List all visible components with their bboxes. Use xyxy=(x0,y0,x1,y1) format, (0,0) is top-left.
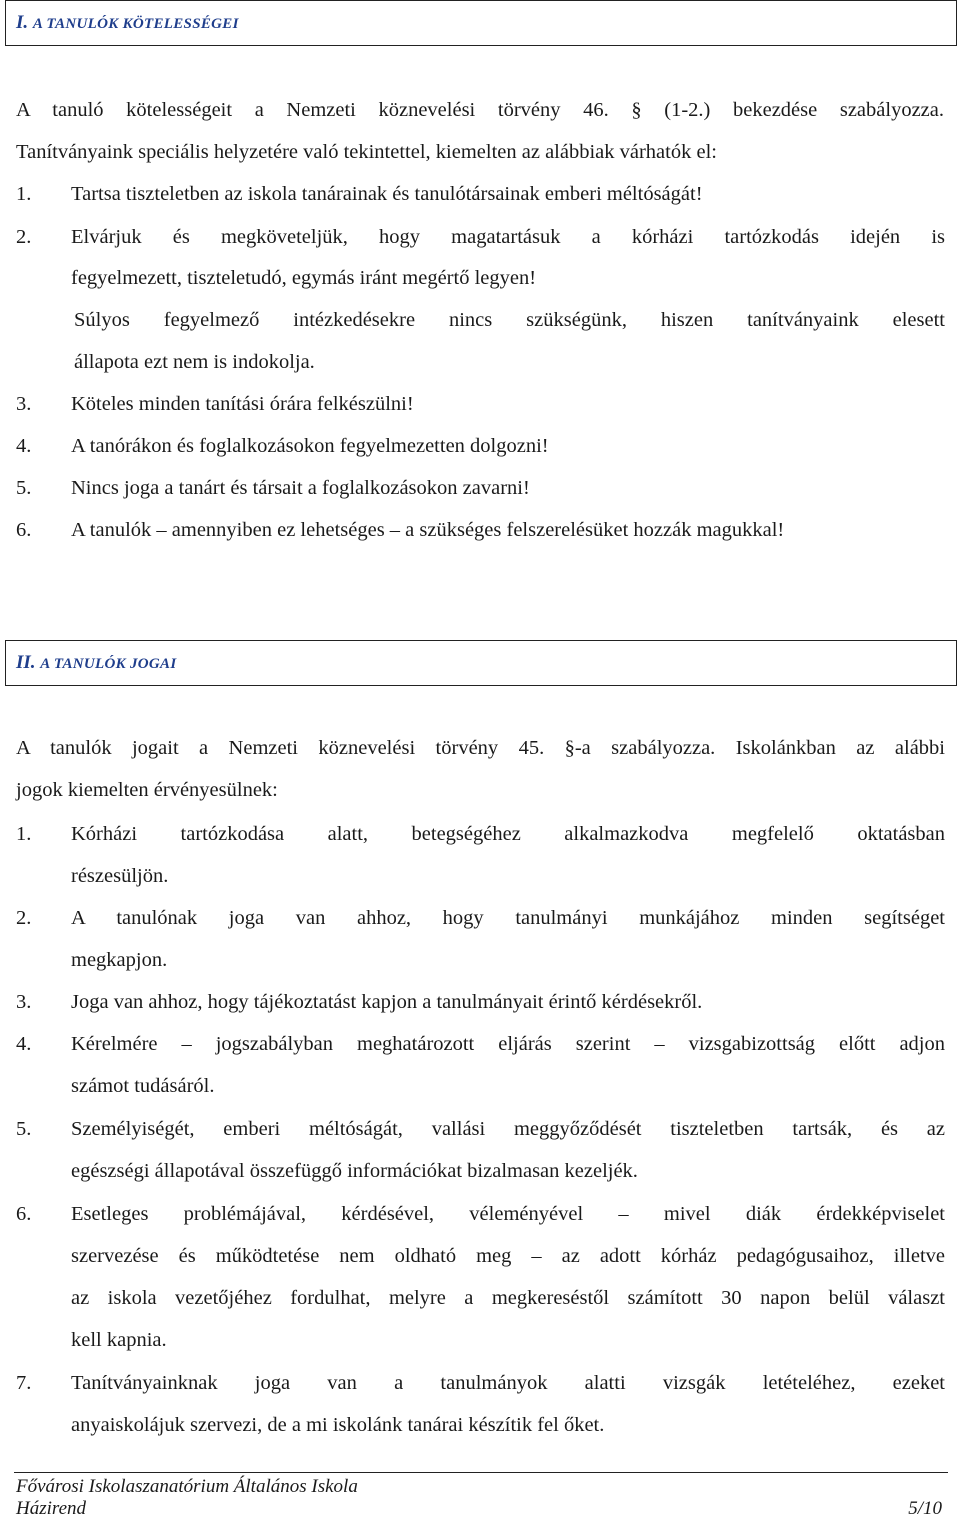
s2-item-7-line-1: Tanítványainknak joga van a tanulmányok alatti vizsgák letételéhez, ezeket xyxy=(71,1372,945,1394)
s2-item-7-number: 7. xyxy=(16,1372,32,1394)
s2-item-6-number: 6. xyxy=(16,1203,32,1225)
s1-item-6-number: 6. xyxy=(16,519,32,541)
s2-item-1-line-2: részesüljön. xyxy=(71,865,169,887)
footer-document-name: Házirend xyxy=(16,1498,87,1519)
s1-item-1-line-1: Tartsa tiszteletben az iskola tanárainak és tanulótársainak emberi méltóságát! xyxy=(71,183,703,205)
s2-item-2-number: 2. xyxy=(16,907,32,929)
footer-page-number: 5/10 xyxy=(908,1498,942,1519)
section-2-intro-line-2: jogok kiemelten érvényesülnek: xyxy=(16,779,278,801)
footer-school-name: Fővárosi Iskolaszanatórium Általános Iskola xyxy=(16,1476,358,1497)
s1-note-line-1: Súlyos fegyelmező intézkedésekre nincs szükségünk, hiszen tanítványaink elesett xyxy=(74,309,945,331)
s1-item-1-number: 1. xyxy=(16,183,32,205)
s2-item-6-line-1: Esetleges problémájával, kérdésével, véleményével – mivel diák érdekképviselet xyxy=(71,1203,945,1225)
s1-item-6-line-1: A tanulók – amennyiben ez lehetséges – a szükséges felszerelésüket hozzák magukkal! xyxy=(71,519,785,541)
s2-item-2-line-1: A tanulónak joga van ahhoz, hogy tanulmányi munkájához minden segítséget xyxy=(71,907,945,929)
s2-item-3-number: 3. xyxy=(16,991,32,1013)
s1-item-5-line-1: Nincs joga a tanárt és társait a foglalkozásokon zavarni! xyxy=(71,477,530,499)
section-2-title: II. A TANULÓK JOGAI xyxy=(16,652,177,673)
s2-item-4-line-2: számot tudásáról. xyxy=(71,1075,215,1097)
s2-item-5-line-2: egészségi állapotával összefüggő információkat bizalmasan kezeljék. xyxy=(71,1160,638,1182)
section-2-intro-line-1: A tanulók jogait a Nemzeti köznevelési törvény 45. §-a szabályozza. Iskolánkban az alábbi xyxy=(16,737,945,759)
s1-item-4-number: 4. xyxy=(16,435,32,457)
s2-item-5-line-1: Személyiségét, emberi méltóságát, vallási meggyőződését tiszteletben tartsák, és az xyxy=(71,1118,945,1140)
s1-item-3-line-1: Köteles minden tanítási órára felkészülni! xyxy=(71,393,414,415)
s1-item-2-number: 2. xyxy=(16,226,32,248)
s2-item-1-line-1: Kórházi tartózkodása alatt, betegségéhez alkalmazkodva megfelelő oktatásban xyxy=(71,823,945,845)
section-1-intro-line-2: Tanítványaink speciális helyzetére való tekintettel, kiemelten az alábbiak várhatók el: xyxy=(16,141,717,163)
s1-item-5-number: 5. xyxy=(16,477,32,499)
s2-item-6-line-3: az iskola vezetőjéhez fordulhat, melyre a megkereséstől számított 30 napon belül választ xyxy=(71,1287,945,1309)
s1-item-2-line-1: Elvárjuk és megköveteljük, hogy magatartásuk a kórházi tartózkodás idején is xyxy=(71,226,945,248)
s2-item-2-line-2: megkapjon. xyxy=(71,949,168,971)
s1-item-3-number: 3. xyxy=(16,393,32,415)
s2-item-1-number: 1. xyxy=(16,823,32,845)
s2-item-4-line-1: Kérelmére – jogszabályban meghatározott eljárás szerint – vizsgabizottság előtt adjon xyxy=(71,1033,945,1055)
section-1-intro-line-1: A tanuló kötelességeit a Nemzeti köznevelési törvény 46. § (1-2.) bekezdése szabályozza. xyxy=(16,99,944,121)
s2-item-6-line-4: kell kapnia. xyxy=(71,1329,167,1351)
s2-item-6-line-2: szervezése és működtetése nem oldható meg – az adott kórház pedagógusaihoz, illetve xyxy=(71,1245,945,1267)
s2-item-7-line-2: anyaiskolájuk szervezi, de a mi iskolánk tanárai készítik fel őket. xyxy=(71,1414,605,1436)
s2-item-5-number: 5. xyxy=(16,1118,32,1140)
s2-item-3-line-1: Joga van ahhoz, hogy tájékoztatást kapjon a tanulmányait érintő kérdésekről. xyxy=(71,991,703,1013)
s1-item-4-line-1: A tanórákon és foglalkozásokon fegyelmezetten dolgozni! xyxy=(71,435,549,457)
s1-item-2-line-2: fegyelmezett, tiszteletudó, egymás iránt megértő legyen! xyxy=(71,267,537,289)
section-1-heading-box xyxy=(5,0,957,46)
s1-note-line-2: állapota ezt nem is indokolja. xyxy=(74,351,315,373)
footer-rule xyxy=(14,1472,948,1473)
s2-item-4-number: 4. xyxy=(16,1033,32,1055)
section-2-heading-box xyxy=(5,640,957,686)
section-1-title: I. A TANULÓK KÖTELESSÉGEI xyxy=(16,12,239,33)
